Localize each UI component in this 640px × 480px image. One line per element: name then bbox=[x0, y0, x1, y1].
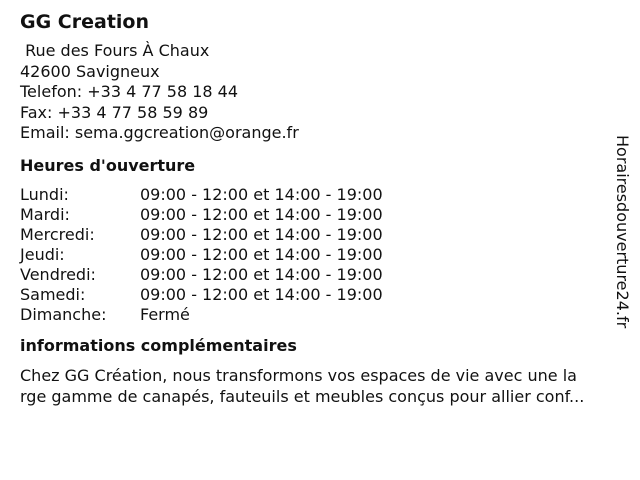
opening-hours-heading: Heures d'ouverture bbox=[20, 155, 196, 175]
time-value: 09:00 - 12:00 et 14:00 - 19:00 bbox=[140, 204, 383, 224]
fax-line: Fax: +33 4 77 58 59 89 bbox=[20, 102, 209, 122]
phone-line: Telefon: +33 4 77 58 18 44 bbox=[20, 82, 239, 101]
time-value: 09:00 - 12:00 et 14:00 - 19:00 bbox=[140, 264, 383, 284]
time-value: 09:00 - 12:00 et 14:00 - 19:00 bbox=[140, 184, 383, 204]
description-line-2: rge gamme de canapés, fauteuils et meubles conçus pour allier conf... bbox=[20, 386, 585, 406]
opening-hours-table bbox=[20, 185, 620, 325]
day-label: Mardi: bbox=[20, 204, 70, 224]
hours-row-friday bbox=[20, 265, 620, 285]
additional-info-heading: informations complémentaires bbox=[20, 335, 297, 355]
time-value: 09:00 - 12:00 et 14:00 - 19:00 bbox=[140, 244, 383, 264]
hours-row-monday bbox=[20, 185, 620, 205]
hours-row-sunday bbox=[20, 305, 620, 325]
address-city: 42600 Savigneux bbox=[20, 61, 160, 81]
day-label: Mercredi: bbox=[20, 224, 95, 244]
time-value: 09:00 - 12:00 et 14:00 - 19:00 bbox=[140, 284, 383, 304]
hours-row-tuesday bbox=[20, 205, 620, 225]
email-line: Email: sema.ggcreation@orange.fr bbox=[20, 123, 299, 142]
time-value: Fermé bbox=[140, 304, 190, 324]
day-label: Samedi: bbox=[20, 284, 86, 304]
description-line-1: Chez GG Création, nous transformons vos espaces de vie avec une la bbox=[20, 365, 577, 385]
business-name: GG Creation bbox=[20, 11, 150, 33]
day-label: Jeudi: bbox=[20, 244, 65, 264]
address-street: Rue des Fours À Chaux bbox=[20, 41, 210, 60]
time-value: 09:00 - 12:00 et 14:00 - 19:00 bbox=[140, 224, 383, 244]
hours-row-wednesday bbox=[20, 225, 620, 245]
site-watermark: Horairesdouverture24.fr bbox=[613, 135, 632, 329]
hours-row-thursday bbox=[20, 245, 620, 265]
business-card bbox=[20, 10, 620, 407]
day-label: Vendredi: bbox=[20, 264, 96, 284]
day-label: Dimanche: bbox=[20, 304, 107, 324]
day-label: Lundi: bbox=[20, 184, 69, 204]
hours-row-saturday bbox=[20, 285, 620, 305]
